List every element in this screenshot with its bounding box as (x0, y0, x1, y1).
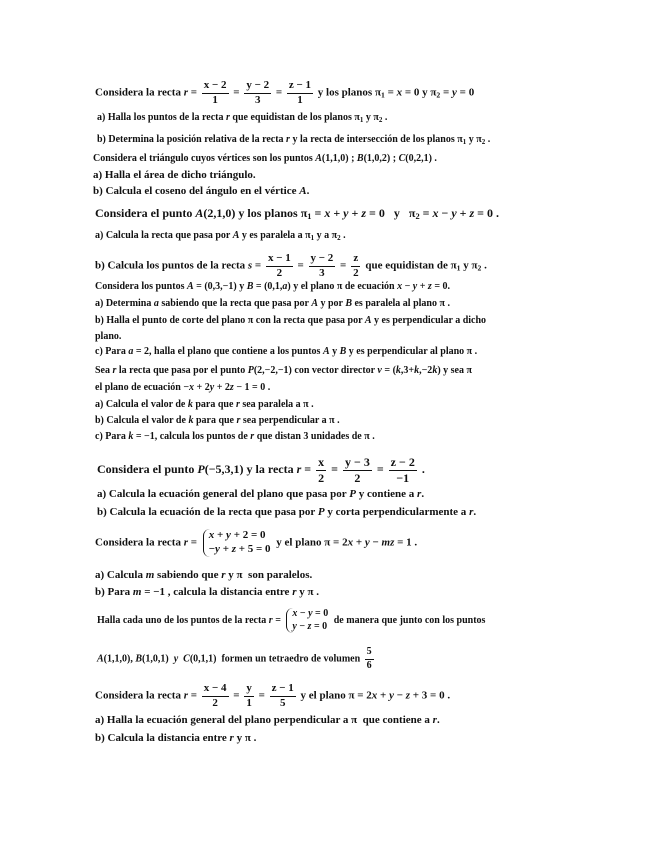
exercise-2-part-a: a) Halla el área de dicho triángulo. (93, 169, 256, 181)
exercise-9-part-a: a) Halla la ecuación general del plano perpendicular a π que contiene a r. (95, 714, 440, 726)
exercise-7-part-b: b) Para m = −1 , calcula la distancia entre r y π . (95, 586, 320, 598)
exercise-2-part-b: b) Calcula el coseno del ángulo en el vértice A. (93, 185, 310, 197)
exercise-2-statement: Considera el triángulo cuyos vértices son los puntos A(1,1,0) ; B(1,0,2) ; C(0,2,1) . (93, 153, 437, 164)
exercise-4-part-a: a) Determina a sabiendo que la recta que pasa por A y por B es paralela al plano π . (95, 298, 450, 309)
exercise-4-part-b-line2: plano. (95, 331, 122, 342)
exercise-5-statement-line1: Sea r la recta que pasa por el punto P(2,−2,−1) con vector director v = (k,3+k,−2k) y sea π (95, 365, 472, 376)
exercise-5-part-c: c) Para k = −1, calcula los puntos de r que distan 3 unidades de π . (95, 431, 375, 442)
exercise-8-statement-line1: Halla cada uno de los puntos de la recta r = x − y = 0 y − z = 0 de manera que junto con los puntos (97, 608, 486, 632)
exercise-4-part-c: c) Para a = 2, halla el plano que contiene a los puntos A y B y es perpendicular al plano π . (95, 346, 478, 357)
exercise-6-part-a: a) Calcula la ecuación general del plano que pasa por P y contiene a r. (97, 488, 425, 500)
exercise-5-statement-line2: el plano de ecuación −x + 2y + 2z − 1 = 0 . (95, 382, 271, 393)
exercise-3-part-b: b) Calcula los puntos de la recta s = $\frac{x - 1}{2}$ = $\frac{y - 2}{3}$ = $\frac{z}{2}$ que equidistan de $\pi_1$ y $\pi_2$ . (95, 252, 487, 279)
exercise-9-part-b: b) Calcula la distancia entre r y π . (95, 732, 257, 744)
exercise-4-statement: Considera los puntos A = (0,3,−1) y B = (0,1,a) y el plano π de ecuación x − y + z = 0. (95, 281, 451, 292)
exercise-4-part-b-line1: b) Halla el punto de corte del plano π con la recta que pasa por A y es perpendicular a dicho (95, 315, 487, 326)
exercise-1-part-b: b) Determina la posición relativa de la recta r y la recta de intersección de los planos $\pi_1$ y $\pi_2$ . (97, 134, 491, 146)
exercise-6-part-b: b) Calcula la ecuación de la recta que pasa por P y corta perpendicularmente a r. (97, 506, 477, 518)
exercise-1-statement: Considera la recta r = $\frac{x - 2}{1}$ = $\frac{y - 2}{3}$ = $\frac{z - 1}{1}$ y los planos $\pi_1 = x = 0$ y $\pi_2 = y = 0$ (95, 79, 475, 106)
exercise-3-part-a: a) Calcula la recta que pasa por A y es paralela a $\pi_1$ y a $\pi_2$ . (95, 230, 346, 242)
exercise-7-part-a: a) Calcula m sabiendo que r y π son paralelos. (95, 569, 313, 581)
exercise-5-part-a: a) Calcula el valor de k para que r sea paralela a π . (95, 399, 314, 410)
exercise-8-statement-line2: A(1,1,0), B(1,0,1) y C(0,1,1) formen un tetraedro de volumen $\frac{5}{6}$ (97, 646, 372, 671)
exercise-1-part-a: a) Halla los puntos de la recta r que equidistan de los planos $\pi_1$ y $\pi_2$ . (97, 112, 388, 124)
exercise-6-statement: Considera el punto P(−5,3,1) y la recta r = $\frac{x}{2}$ = $\frac{y - 3}{2}$ = $\frac{z - 2}{-1}$ . (97, 455, 425, 485)
exercise-9-statement: Considera la recta r = $\frac{x - 4}{2}$ = $\frac{y}{1}$ = $\frac{z - 1}{5}$ y el plano π = 2x + y − z + 3 = 0 . (95, 682, 451, 709)
exercise-5-part-b: b) Calcula el valor de k para que r sea perpendicular a π . (95, 415, 340, 426)
exercise-3-statement: Considera el punto A(2,1,0) y los planos $\pi_1 = x + y + z = 0$ y $\pi_2 = x - y + z = 0$ . (95, 206, 499, 221)
exercise-7-statement: Considera la recta r = x + y + 2 = 0 −y + z + 5 = 0 y el plano π = 2x + y − mz = 1 . (95, 529, 418, 555)
